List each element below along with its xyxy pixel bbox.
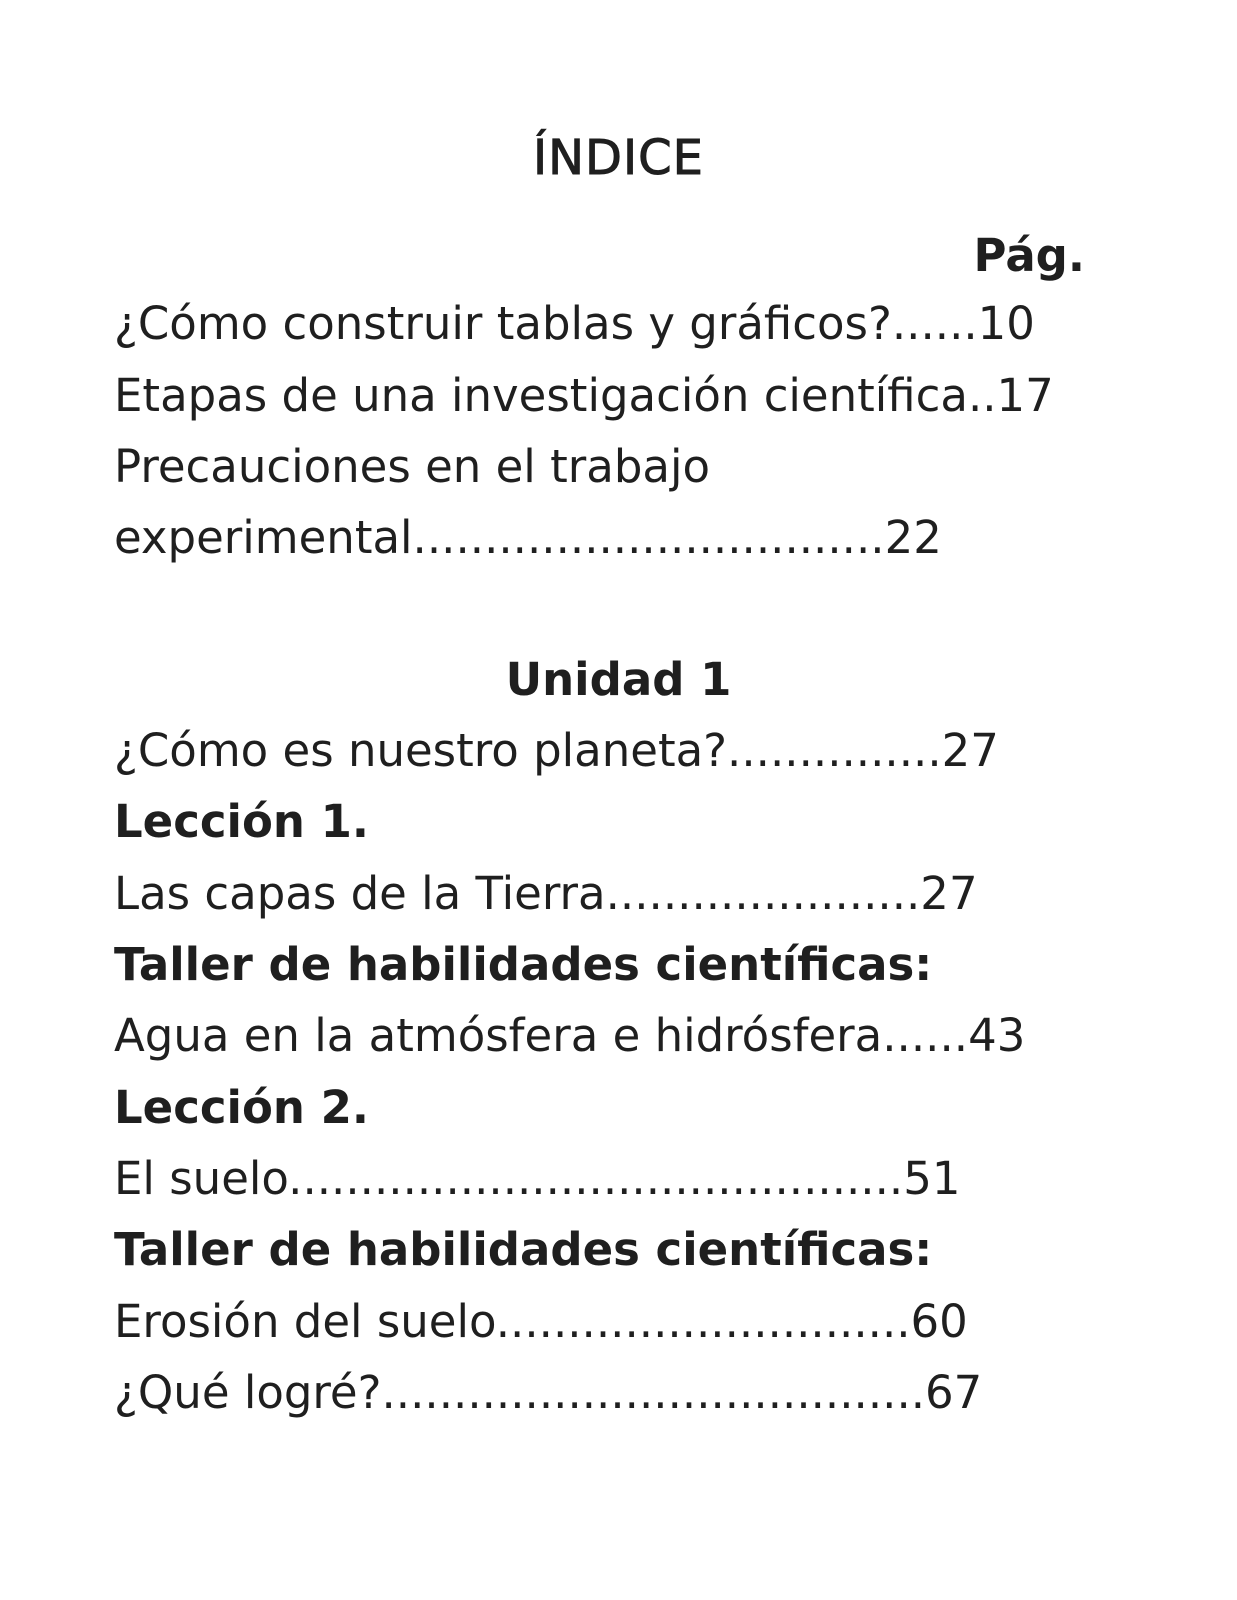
toc-entry: ¿Cómo construir tablas y gráficos?......10 (114, 297, 1035, 350)
unit-heading: Unidad 1 (505, 653, 732, 706)
workshop-heading: Taller de habilidades científicas: (114, 1223, 933, 1276)
toc-entry: Precauciones en el trabajo (114, 440, 711, 493)
lesson-heading: Lección 1. (114, 795, 369, 848)
page-title: ÍNDICE (532, 130, 705, 186)
page-column-header: Pág. (973, 229, 1085, 282)
toc-entry: experimental.................................22 (114, 511, 942, 564)
toc-entry: ¿Cómo es nuestro planeta?...............27 (114, 724, 999, 777)
lesson-heading: Lección 2. (114, 1081, 369, 1134)
toc-entry: Erosión del suelo.............................60 (114, 1295, 968, 1348)
toc-entry: Agua en la atmósfera e hidrósfera......43 (114, 1009, 1026, 1062)
workshop-heading: Taller de habilidades científicas: (114, 938, 933, 991)
toc-entry: El suelo...........................................51 (114, 1152, 961, 1205)
toc-entry: Las capas de la Tierra......................27 (114, 867, 978, 920)
toc-entry: ¿Qué logré?......................................67 (114, 1366, 983, 1419)
toc-entry: Etapas de una investigación científica..17 (114, 369, 1054, 422)
